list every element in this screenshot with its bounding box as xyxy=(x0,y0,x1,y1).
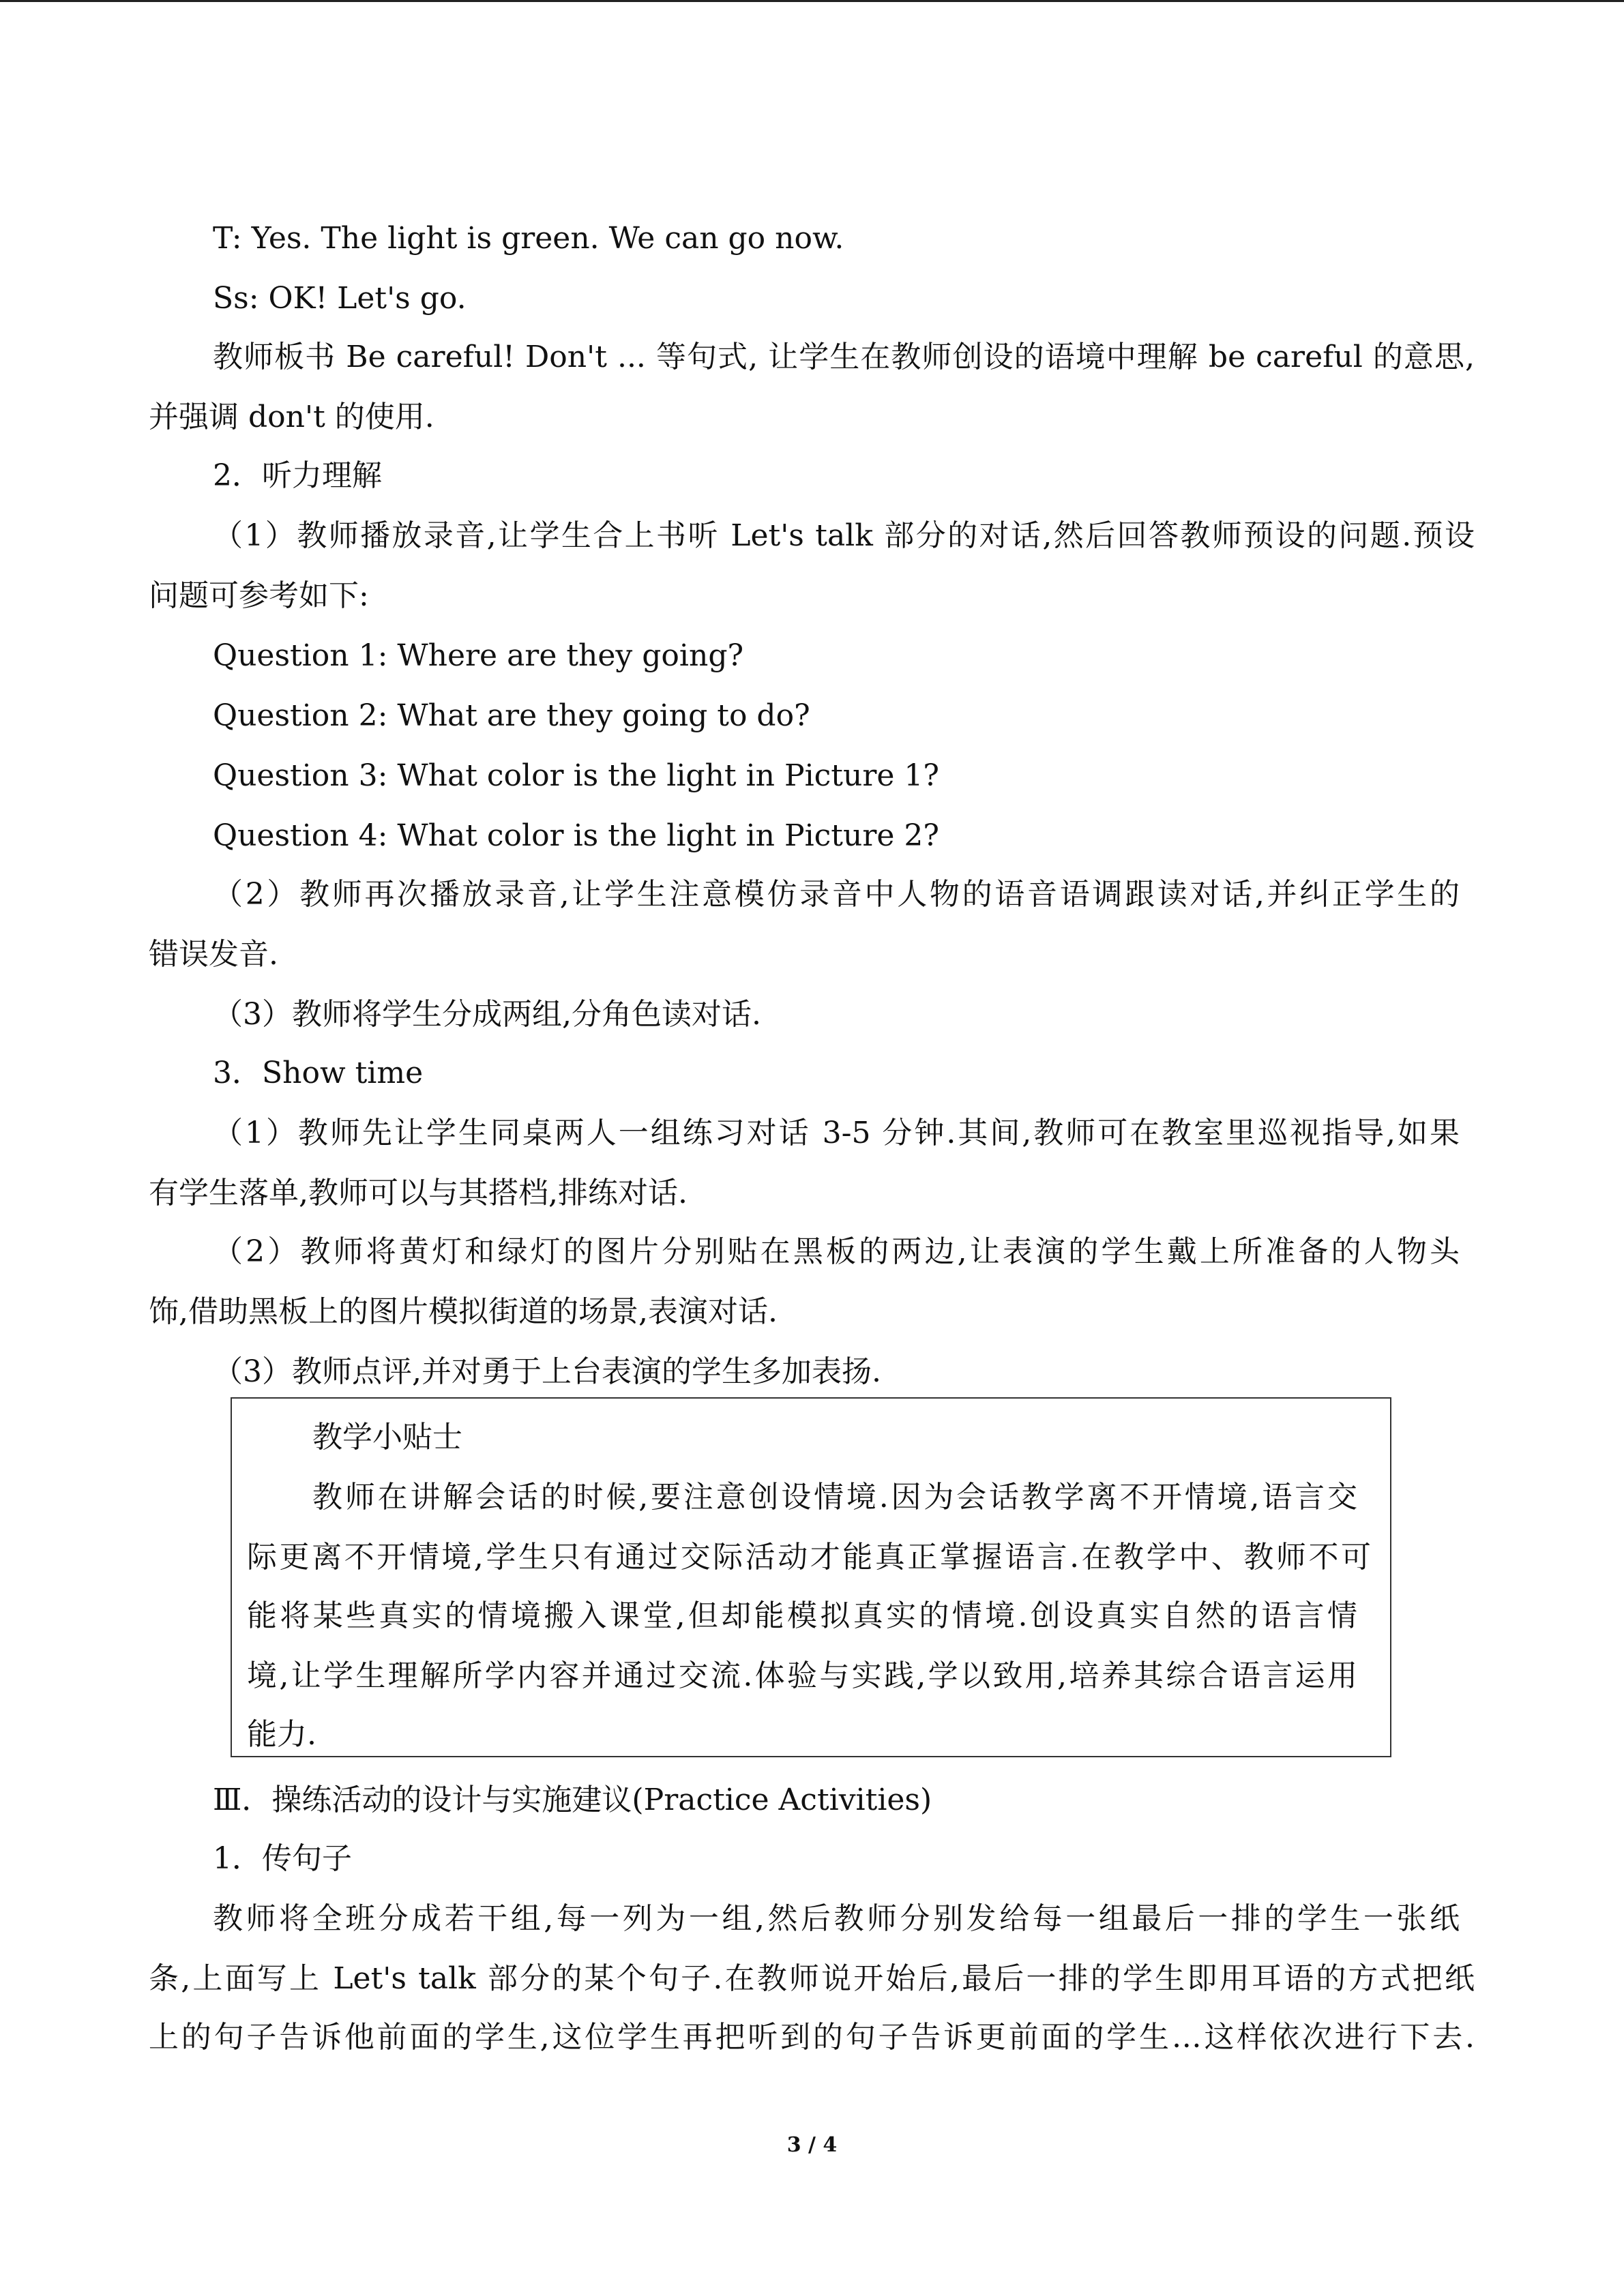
section-heading-practice-activities: Ⅲ．操练活动的设计与实施建议(Practice Activities) xyxy=(213,1783,932,1817)
teaching-tip-line-3: 能将某些真实的情境搬入课堂,但却能模拟真实的情境.创设真实自然的语言情 xyxy=(247,1598,1357,1633)
listening-step-1-line-1: （1）教师播放录音,让学生合上书听 Let's talk 部分的对话,然后回答教师预设的问题.预设 xyxy=(213,518,1475,553)
show-time-step-2-line-2: 饰,借助黑板上的图片模拟街道的场景,表演对话. xyxy=(149,1294,778,1329)
dialogue-line-teacher: T: Yes. The light is green. We can go now. xyxy=(213,221,844,256)
teaching-tip-line-4: 境,让学生理解所学内容并通过交流.体验与实践,学以致用,培养其综合语言运用 xyxy=(247,1658,1357,1693)
listening-step-1-line-2: 问题可参考如下: xyxy=(149,578,369,613)
board-writing-paragraph-line-1: 教师板书 Be careful! Don't ... 等句式, 让学生在教师创设的语境中理解 be careful 的意思, xyxy=(213,340,1475,374)
section-heading-listening: 2．听力理解 xyxy=(213,458,382,493)
activity-heading-pass-sentence: 1．传句子 xyxy=(213,1841,352,1876)
show-time-step-1-line-1: （1）教师先让学生同桌两人一组练习对话 3-5 分钟.其间,教师可在教室里巡视指导,如果 xyxy=(213,1116,1460,1150)
teaching-tip-line-5: 能力. xyxy=(247,1717,316,1752)
listening-step-2-line-2: 错误发音. xyxy=(149,937,278,972)
pass-sentence-paragraph-line-1: 教师将全班分成若干组,每一列为一组,然后教师分别发给每一组最后一排的学生一张纸 xyxy=(213,1901,1460,1936)
board-writing-paragraph-line-2: 并强调 don't 的使用. xyxy=(149,400,434,434)
section-heading-show-time: 3．Show time xyxy=(213,1056,424,1090)
teaching-tip-line-1: 教师在讲解会话的时候,要注意创设情境.因为会话教学离不开情境,语言交 xyxy=(312,1480,1357,1515)
question-4: Question 4: What color is the light in Picture 2? xyxy=(213,818,939,853)
teaching-tip-line-2: 际更离不开情境,学生只有通过交际活动才能真正掌握语言.在教学中、教师不可 xyxy=(247,1540,1371,1575)
question-2: Question 2: What are they going to do? xyxy=(213,698,810,733)
page-number: 3 / 4 xyxy=(786,2133,838,2157)
dialogue-line-students: Ss: OK! Let's go. xyxy=(213,281,467,316)
listening-step-3: （3）教师将学生分成两组,分角色读对话. xyxy=(213,997,761,1032)
question-3: Question 3: What color is the light in Picture 1? xyxy=(213,758,939,793)
pass-sentence-paragraph-line-2: 条,上面写上 Let's talk 部分的某个句子.在教师说开始后,最后一排的学生即用耳语的方式把纸 xyxy=(149,1961,1475,1996)
show-time-step-2-line-1: （2）教师将黄灯和绿灯的图片分别贴在黑板的两边,让表演的学生戴上所准备的人物头 xyxy=(213,1234,1460,1269)
question-1: Question 1: Where are they going? xyxy=(213,638,744,673)
pass-sentence-paragraph-line-3: 上的句子告诉他前面的学生,这位学生再把听到的句子告诉更前面的学生…这样依次进行下去. xyxy=(149,2020,1475,2055)
show-time-step-1-line-2: 有学生落单,教师可以与其搭档,排练对话. xyxy=(149,1176,688,1210)
listening-step-2-line-1: （2）教师再次播放录音,让学生注意模仿录音中人物的语音语调跟读对话,并纠正学生的 xyxy=(213,877,1460,912)
teaching-tip-title: 教学小贴士 xyxy=(312,1420,462,1455)
show-time-step-3: （3）教师点评,并对勇于上台表演的学生多加表扬. xyxy=(213,1354,881,1389)
